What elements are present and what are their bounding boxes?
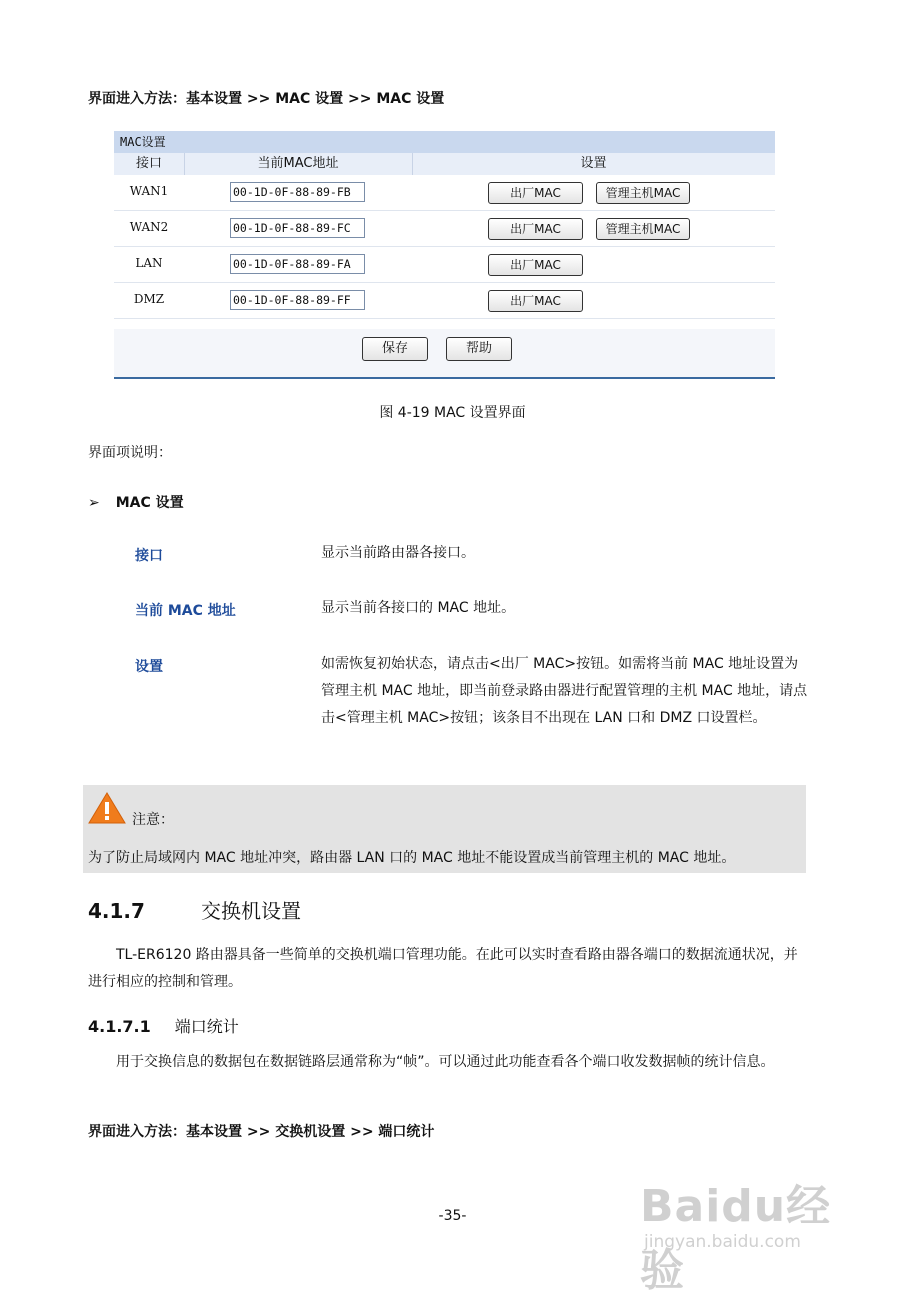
table-row: [114, 247, 775, 283]
definition-settings: 如需恢复初始状态，请点击<出厂 MAC>按钮。如需将当前 MAC 地址设置为管理主机 MAC 地址，即当前登录路由器进行配置管理的主机 MAC 地址，请点击<管理主机 MAC>按钮；该条目不出现在 LAN 口和 DMZ 口设置栏。: [321, 656, 808, 726]
panel-header-row: [114, 153, 775, 175]
bullet-heading: [88, 492, 184, 512]
description-label: 界面项说明：: [88, 445, 172, 461]
header-current-mac: 当前MAC地址: [184, 153, 413, 175]
section-heading: [88, 895, 301, 924]
table-row: [114, 211, 775, 247]
note-title: 注意：: [132, 812, 174, 828]
arrow-bullet-icon: ➢: [88, 495, 100, 511]
note-text: 为了防止局域网内 MAC 地址冲突，路由器 LAN 口的 MAC 地址不能设置成当前管理主机的 MAC 地址。: [88, 850, 736, 866]
section-title: 交换机设置: [200, 899, 301, 923]
table-row: [114, 283, 775, 319]
mac-input[interactable]: 00-1D-0F-88-89-FB: [230, 182, 365, 202]
subsection-title: 端口统计: [174, 1017, 239, 1036]
panel-bottom-border: [114, 377, 775, 379]
subsection-paragraph: 用于交换信息的数据包在数据链路层通常称为“帧”。可以通过此功能查看各个端口收发数据帧的统计信息。: [116, 1054, 775, 1070]
header-settings: 设置: [580, 156, 607, 171]
mac-input[interactable]: 00-1D-0F-88-89-FA: [230, 254, 365, 274]
mac-settings-panel: [114, 131, 775, 381]
subsection-number: 4.1.7.1: [88, 1017, 151, 1036]
interface-label: WAN2: [129, 220, 169, 234]
factory-mac-button[interactable]: 出厂MAC: [488, 182, 583, 204]
table-row: [114, 175, 775, 211]
bullet-text: MAC 设置: [115, 495, 184, 511]
interface-label: DMZ: [133, 292, 165, 306]
save-button[interactable]: 保存: [362, 337, 428, 361]
figure-caption: 图 4-19 MAC 设置界面: [379, 405, 526, 421]
header-interface: 接口: [114, 153, 185, 175]
page-number: -35-: [438, 1208, 467, 1224]
definition-interface: 显示当前路由器各接口。: [321, 545, 475, 561]
factory-mac-button[interactable]: 出厂MAC: [488, 254, 583, 276]
factory-mac-button[interactable]: 出厂MAC: [488, 290, 583, 312]
host-mac-button[interactable]: 管理主机MAC: [596, 182, 690, 204]
term-settings: 设置: [135, 659, 163, 675]
mac-input[interactable]: 00-1D-0F-88-89-FC: [230, 218, 365, 238]
subsection-heading: [88, 1014, 239, 1037]
interface-label: LAN: [135, 256, 163, 270]
section-paragraph: TL-ER6120 路由器具备一些简单的交换机端口管理功能。在此可以实时查看路由器各端口的数据流通状况，并进行相应的控制和管理。: [88, 947, 798, 990]
factory-mac-button[interactable]: 出厂MAC: [488, 218, 583, 240]
nav-path-2: 界面进入方法：基本设置 >> 交换机设置 >> 端口统计: [88, 1124, 435, 1140]
definition-current-mac: 显示当前各接口的 MAC 地址。: [321, 600, 516, 616]
warning-icon: [88, 791, 126, 825]
host-mac-button[interactable]: 管理主机MAC: [596, 218, 690, 240]
panel-footer: [114, 329, 775, 377]
nav-path: 界面进入方法：基本设置 >> MAC 设置 >> MAC 设置: [88, 91, 445, 107]
help-button[interactable]: 帮助: [446, 337, 512, 361]
mac-input[interactable]: 00-1D-0F-88-89-FF: [230, 290, 365, 310]
section-number: 4.1.7: [88, 899, 145, 923]
watermark-brand: Baidu经验: [640, 1181, 832, 1296]
watermark: [640, 1148, 850, 1296]
panel-title: MAC设置: [114, 131, 775, 153]
term-interface: 接口: [135, 548, 163, 564]
watermark-url: jingyan.baidu.com: [644, 1232, 801, 1252]
note-box: [83, 785, 806, 873]
interface-label: WAN1: [129, 184, 169, 198]
term-current-mac: 当前 MAC 地址: [135, 603, 236, 619]
